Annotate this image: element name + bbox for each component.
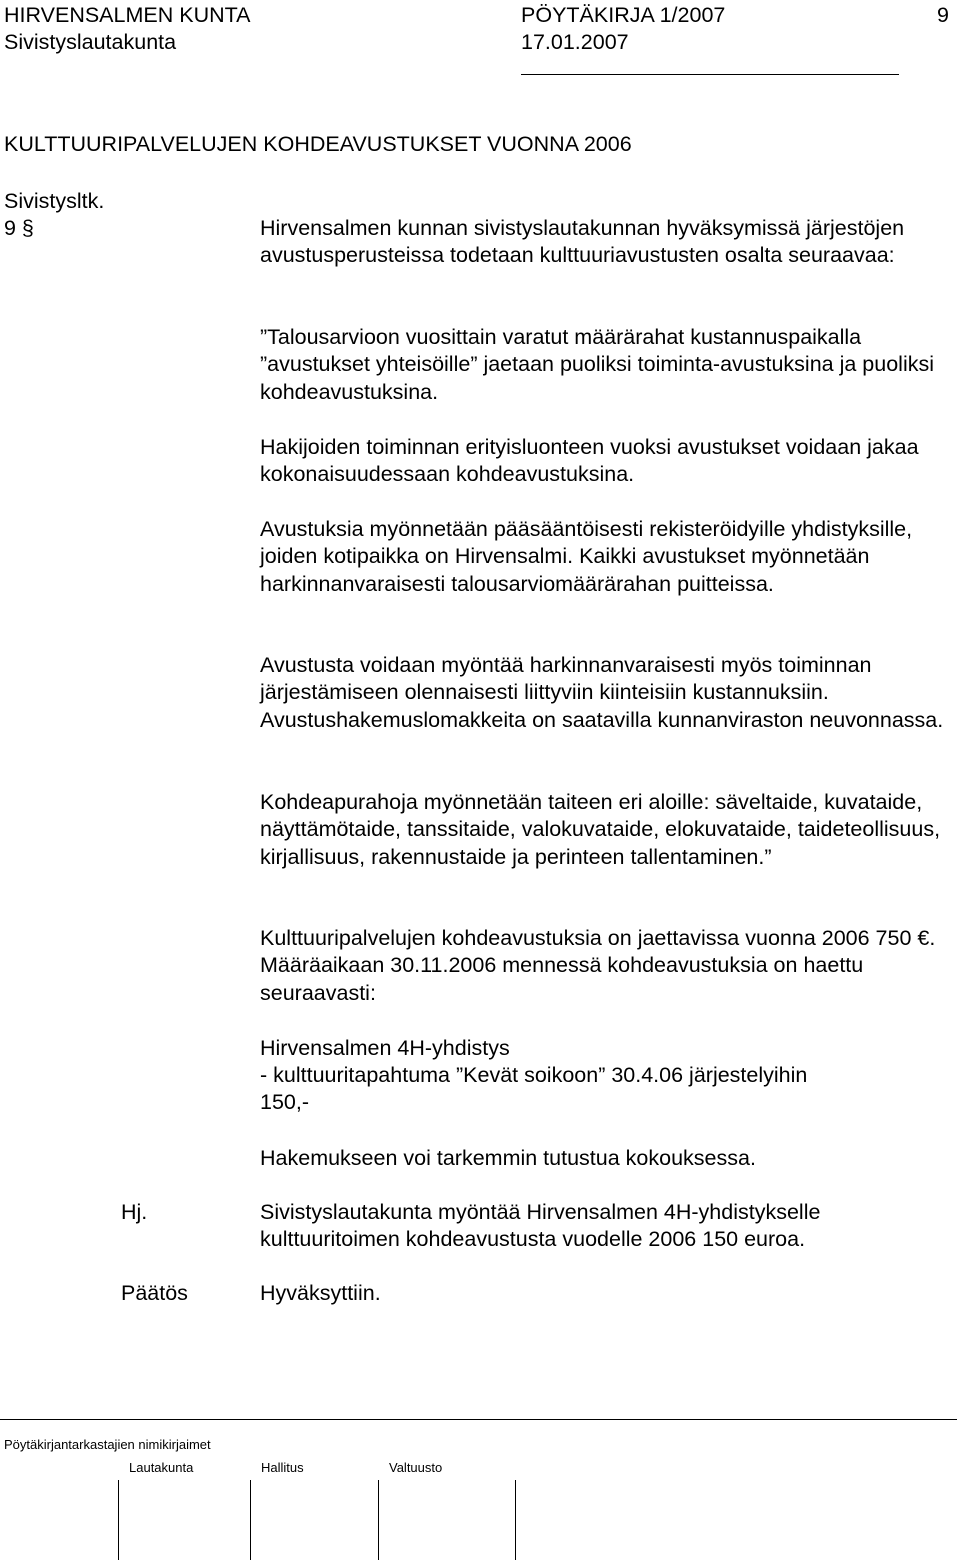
signature-column-hallitus: Hallitus	[261, 1460, 304, 1475]
signatures-label: Pöytäkirjantarkastajien nimikirjaimet	[4, 1437, 211, 1452]
signature-divider	[515, 1480, 516, 1560]
paragraph-2: ”Talousarvioon vuosittain varatut määrärahat kustannuspaikalla ”avustukset yhteisöille” jaetaan puoliksi toiminta-avustuksina ja puoliksi kohdeavustuksina.	[260, 325, 934, 404]
signature-column-valtuusto: Valtuusto	[389, 1460, 443, 1475]
paragraph-7: Kulttuuripalvelujen kohdeavustuksia on jaettavissa vuonna 2006 750 €. Määräaikaan 30.11.2006 mennessä kohdeavustuksia on haettu seuraavasti:	[260, 926, 936, 1005]
page-title: KULTTUURIPALVELUJEN KOHDEAVUSTUKSET VUONNA 2006	[4, 132, 632, 156]
footer-rule	[0, 1419, 957, 1420]
application-note: Hakemukseen voi tarkemmin tutustua kokouksessa.	[260, 1146, 756, 1170]
paragraph-5: Avustusta voidaan myöntää harkinnanvaraisesti myös toiminnan järjestämiseen olennaisesti liittyviin kiinteisiin kustannuksiin. Avustushakemuslomakkeita on saatavilla kunnanviraston neuvonnassa.	[260, 653, 944, 732]
section-number: 9 §	[4, 216, 34, 240]
signature-divider	[378, 1480, 379, 1560]
page-number: 9	[937, 3, 949, 27]
proposal-text: Sivistyslautakunta myöntää Hirvensalmen 4H-yhdistykselle kulttuuritoimen kohdeavustusta vuodelle 2006 150 euroa.	[260, 1200, 821, 1252]
applicant-name: Hirvensalmen 4H-yhdistys	[260, 1036, 510, 1060]
paragraph-1: Hirvensalmen kunnan sivistyslautakunnan hyväksymissä järjestöjen avustusperusteissa todetaan kulttuuriavustusten osalta seuraavaa:	[260, 216, 905, 268]
decision-label: Päätös	[121, 1281, 188, 1305]
board-name: Sivistyslautakunta	[4, 30, 177, 54]
paragraph-4: Avustuksia myönnetään pääsääntöisesti rekisteröidyille yhdistyksille, joiden kotipaikka on Hirvensalmi. Kaikki avustukset myönnetään harkinnanvaraisesti talousarviomäärärahan puitteissa.	[260, 517, 913, 596]
decision-text: Hyväksyttiin.	[260, 1281, 381, 1305]
signature-divider	[250, 1480, 251, 1560]
municipality-name: HIRVENSALMEN KUNTA	[4, 3, 251, 27]
proposal-label: Hj.	[121, 1200, 148, 1224]
signature-column-lautakunta: Lautakunta	[129, 1460, 194, 1475]
section-body-label: Sivistysltk.	[4, 189, 105, 213]
document-date: 17.01.2007	[521, 30, 629, 54]
paragraph-3: Hakijoiden toiminnan erityisluonteen vuoksi avustukset voidaan jakaa kokonaisuudessaan kohdeavustuksina.	[260, 435, 919, 487]
header-rule	[521, 74, 899, 75]
paragraph-6: Kohdeapurahoja myönnetään taiteen eri aloille: säveltaide, kuvataide, näyttämötaide, tanssitaide, valokuvataide, elokuvataide, taideteollisuus, kirjallisuus, rakennustaide ja perinteen tallentaminen.”	[260, 790, 941, 869]
signature-divider	[118, 1480, 119, 1560]
application-event: - kulttuuritapahtuma ”Kevät soikoon” 30.4.06 järjestelyihin	[260, 1063, 808, 1087]
document-id: PÖYTÄKIRJA 1/2007	[521, 3, 726, 27]
application-amount: 150,-	[260, 1090, 310, 1114]
